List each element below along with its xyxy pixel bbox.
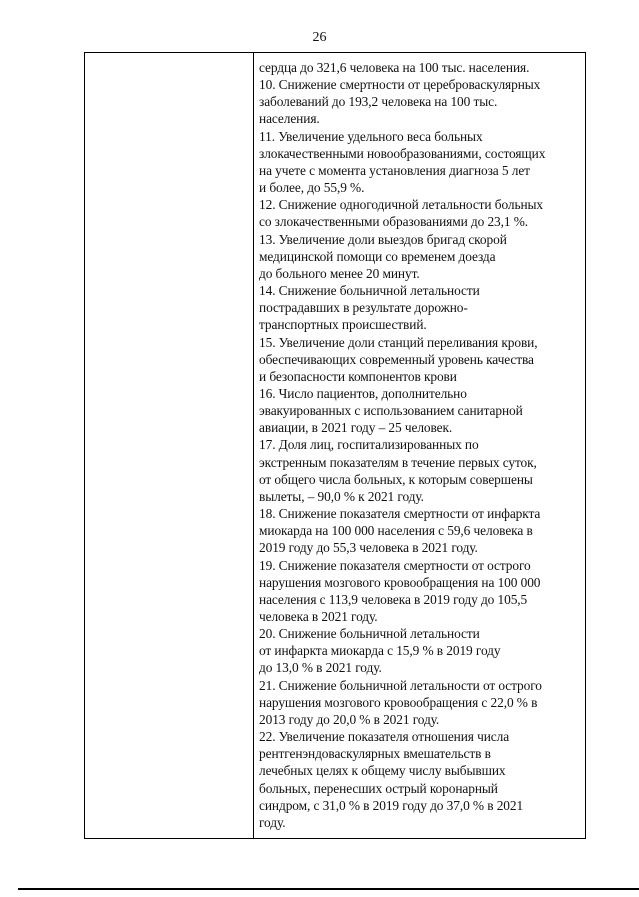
text-line: транспортных происшествий. bbox=[259, 317, 427, 333]
text-line: на учете с момента установления диагноза 5 лет bbox=[259, 162, 530, 178]
text-line: 2019 году до 55,3 человека в 2021 году. bbox=[259, 540, 478, 556]
page-number: 26 bbox=[312, 30, 327, 45]
text-line: 16. Число пациентов, дополнительно bbox=[259, 385, 467, 401]
text-line: и более, до 55,9 %. bbox=[259, 180, 365, 196]
column-divider bbox=[253, 53, 254, 838]
document-table bbox=[84, 52, 586, 839]
text-line: со злокачественными образованиями до 23,1 %. bbox=[259, 214, 529, 230]
text-line: заболеваний до 193,2 человека на 100 тыс. bbox=[259, 94, 498, 110]
text-line: до 13,0 % в 2021 году. bbox=[259, 660, 382, 676]
text-line: 18. Снижение показателя смертности от инфаркта bbox=[259, 506, 541, 522]
text-line: лечебных целях к общему числу выбывших bbox=[259, 763, 506, 779]
text-line: синдром, с 31,0 % в 2019 году до 37,0 % в 2021 bbox=[259, 797, 524, 813]
text-line: 14. Снижение больничной летальности bbox=[259, 283, 480, 299]
text-line: эвакуированных с использованием санитарной bbox=[259, 403, 523, 419]
text-line: 2013 году до 20,0 % в 2021 году. bbox=[259, 711, 440, 727]
text-line: 21. Снижение больничной летальности от острого bbox=[259, 677, 542, 693]
text-line: злокачественными новообразованиями, состоящих bbox=[259, 145, 546, 161]
text-line: миокарда на 100 000 населения с 59,6 человека в bbox=[259, 523, 533, 539]
text-line: пострадавших в результате дорожно- bbox=[259, 300, 468, 316]
text-line: 11. Увеличение удельного веса больных bbox=[259, 128, 483, 144]
text-line: 19. Снижение показателя смертности от острого bbox=[259, 557, 531, 573]
text-line: 17. Доля лиц, госпитализированных по bbox=[259, 437, 479, 453]
text-line: больных, перенесших острый коронарный bbox=[259, 780, 498, 796]
text-line: населения. bbox=[259, 111, 320, 127]
text-line: обеспечивающих современный уровень качества bbox=[259, 351, 534, 367]
text-line: 22. Увеличение показателя отношения числа bbox=[259, 729, 510, 745]
text-line: 12. Снижение одногодичной летальности больных bbox=[259, 197, 544, 213]
text-line: 20. Снижение больничной летальности bbox=[259, 626, 480, 642]
text-line: от общего числа больных, к которым совершены bbox=[259, 471, 533, 487]
text-line: человека в 2021 году. bbox=[259, 609, 378, 624]
text-line: авиации, в 2021 году – 25 человек. bbox=[259, 420, 453, 436]
text-line: экстренным показателям в течение первых суток, bbox=[259, 454, 537, 470]
text-line: нарушения мозгового кровообращения на 100 000 bbox=[259, 574, 541, 590]
text-line: от инфаркта миокарда с 15,9 % в 2019 году bbox=[259, 643, 501, 659]
text-line: 10. Снижение смертности от цереброваскулярных bbox=[259, 77, 541, 93]
text-line: нарушения мозгового кровообращения с 22,0 % в bbox=[259, 694, 538, 710]
text-line: 13. Увеличение доли выездов бригад скорой bbox=[259, 231, 507, 247]
text-line: сердца до 321,6 человека на 100 тыс. населения. bbox=[259, 60, 530, 75]
text-line: году. bbox=[259, 814, 286, 830]
text-line: населения с 113,9 человека в 2019 году до 105,5 bbox=[259, 591, 528, 607]
text-line: медицинской помощи со временем доезда bbox=[259, 248, 496, 264]
text-line: 15. Увеличение доли станций переливания крови, bbox=[259, 334, 538, 350]
text-line: рентгенэндоваскулярных вмешательств в bbox=[259, 746, 491, 762]
text-line: вылеты, – 90,0 % к 2021 году. bbox=[259, 488, 424, 504]
text-line: и безопасности компонентов крови bbox=[259, 368, 457, 384]
text-line: до больного менее 20 минут. bbox=[259, 265, 420, 281]
table-cell-text bbox=[259, 59, 581, 831]
bottom-rule bbox=[18, 888, 639, 890]
